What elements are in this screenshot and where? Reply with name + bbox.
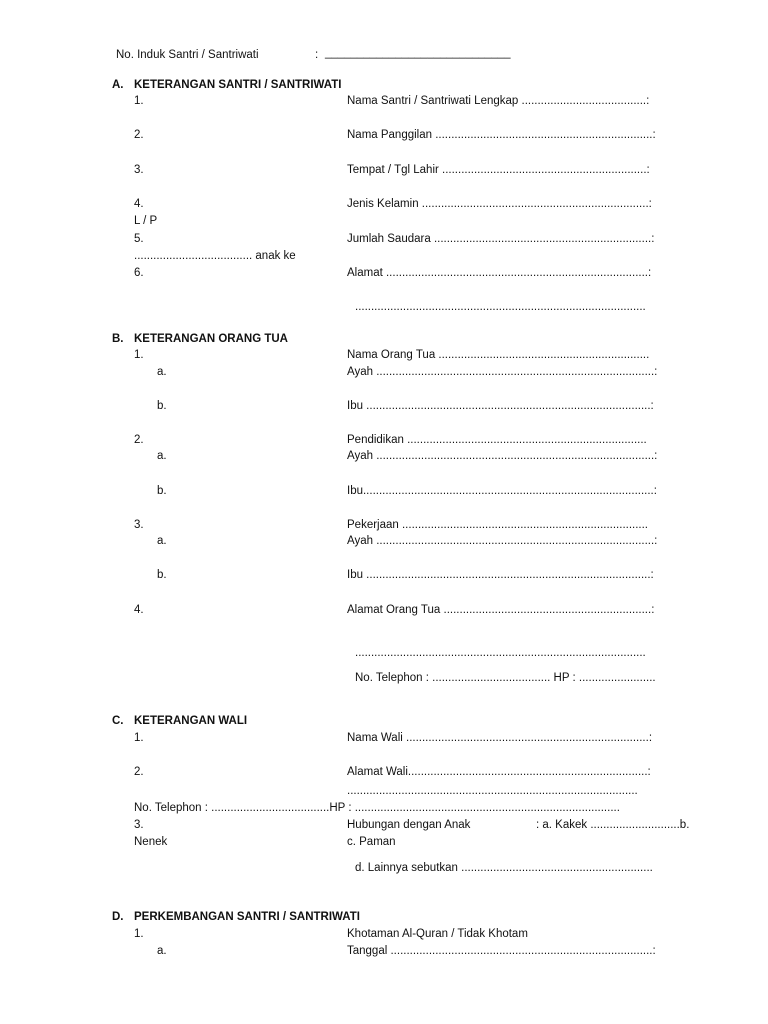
no-induk-colon: : <box>315 49 319 61</box>
c-option-lainnya[interactable]: d. Lainnya sebutkan ............................................................ <box>355 862 653 874</box>
a-item-3-num: 3. <box>134 164 144 176</box>
b-item-1b-field[interactable]: Ibu .........................................................................................: <box>347 400 654 412</box>
section-a-letter: A. <box>112 79 124 91</box>
a-item-1-field[interactable]: Nama Santri / Santriwati Lengkap .......................................: <box>347 95 650 107</box>
c-item-1-num: 1. <box>134 732 144 744</box>
d-item-1-num: 1. <box>134 928 144 940</box>
b-item-2-num: 2. <box>134 434 144 446</box>
b-item-1-num: 1. <box>134 349 144 361</box>
jenis-kelamin-lp: L / P <box>134 215 158 227</box>
b-item-2a-num: a. <box>157 450 167 462</box>
c-item-3-num: 3. <box>134 819 144 831</box>
a-item-1-num: 1. <box>134 95 144 107</box>
b-item-2-field: Pendidikan ........................................................................... <box>347 434 647 446</box>
section-a-title: KETERANGAN SANTRI / SANTRIWATI <box>134 79 342 91</box>
c-option-nenek[interactable]: Nenek <box>134 836 168 848</box>
section-d-letter: D. <box>112 911 124 923</box>
a-item-5-field[interactable]: Jumlah Saudara ....................................................................: <box>347 233 655 245</box>
b-alamat-continuation[interactable]: ........................................................................................... <box>355 647 646 659</box>
section-c-letter: C. <box>112 715 124 727</box>
a-item-4-num: 4. <box>134 198 144 210</box>
b-item-3b-num: b. <box>157 569 167 581</box>
a-alamat-continuation[interactable]: ........................................................................................... <box>355 301 646 313</box>
section-b-letter: B. <box>112 333 124 345</box>
b-item-3a-field[interactable]: Ayah .......................................................................................: <box>347 535 658 547</box>
no-induk-line[interactable]: _____________________________ <box>325 47 511 59</box>
b-item-4-num: 4. <box>134 604 144 616</box>
b-item-1b-num: b. <box>157 400 167 412</box>
b-item-3-field: Pekerjaan ............................................................................. <box>347 519 648 531</box>
c-option-paman[interactable]: c. Paman <box>347 836 396 848</box>
a-item-4-field[interactable]: Jenis Kelamin .......................................................................: <box>347 198 652 210</box>
c-item-2-field[interactable]: Alamat Wali...........................................................................: <box>347 766 651 778</box>
section-b-title: KETERANGAN ORANG TUA <box>134 333 288 345</box>
b-item-4-field[interactable]: Alamat Orang Tua .................................................................: <box>347 604 655 616</box>
c-item-3-field: Hubungan dengan Anak <box>347 819 471 831</box>
c-alamat-continuation[interactable]: ........................................................................................... <box>347 785 638 797</box>
no-induk-label: No. Induk Santri / Santriwati <box>116 49 259 61</box>
a-item-2-field[interactable]: Nama Panggilan ....................................................................: <box>347 129 656 141</box>
section-c-title: KETERANGAN WALI <box>134 715 248 727</box>
b-item-3b-field[interactable]: Ibu .........................................................................................: <box>347 569 654 581</box>
anak-ke-field[interactable]: ..................................... anak ke <box>134 250 296 262</box>
section-d-title: PERKEMBANGAN SANTRI / SANTRIWATI <box>134 911 360 923</box>
b-telephon-field[interactable]: No. Telephon : ..................................... HP : ........................ <box>355 672 656 684</box>
a-item-6-field[interactable]: Alamat ..................................................................................: <box>347 267 652 279</box>
a-item-2-num: 2. <box>134 129 144 141</box>
a-item-6-num: 6. <box>134 267 144 279</box>
b-item-1a-num: a. <box>157 366 167 378</box>
a-item-3-field[interactable]: Tempat / Tgl Lahir ................................................................: <box>347 164 650 176</box>
c-item-2-num: 2. <box>134 766 144 778</box>
c-option-kakek[interactable]: : a. Kakek ............................b. <box>536 819 690 831</box>
c-telephon-field[interactable]: No. Telephon : .....................................HP : ................................................................................... <box>134 802 620 814</box>
b-item-2b-num: b. <box>157 485 167 497</box>
a-item-5-num: 5. <box>134 233 144 245</box>
b-item-3-num: 3. <box>134 519 144 531</box>
d-item-1-field: Khotaman Al-Quran / Tidak Khotam <box>347 928 528 940</box>
b-item-3a-num: a. <box>157 535 167 547</box>
d-item-1a-num: a. <box>157 945 167 957</box>
b-item-2b-field[interactable]: Ibu...........................................................................................: <box>347 485 657 497</box>
b-item-1a-field[interactable]: Ayah .......................................................................................: <box>347 366 658 378</box>
d-item-1a-field[interactable]: Tanggal ..................................................................................: <box>347 945 656 957</box>
b-item-1-field: Nama Orang Tua .................................................................. <box>347 349 650 361</box>
b-item-2a-field[interactable]: Ayah .......................................................................................: <box>347 450 658 462</box>
c-item-1-field[interactable]: Nama Wali ............................................................................: <box>347 732 653 744</box>
